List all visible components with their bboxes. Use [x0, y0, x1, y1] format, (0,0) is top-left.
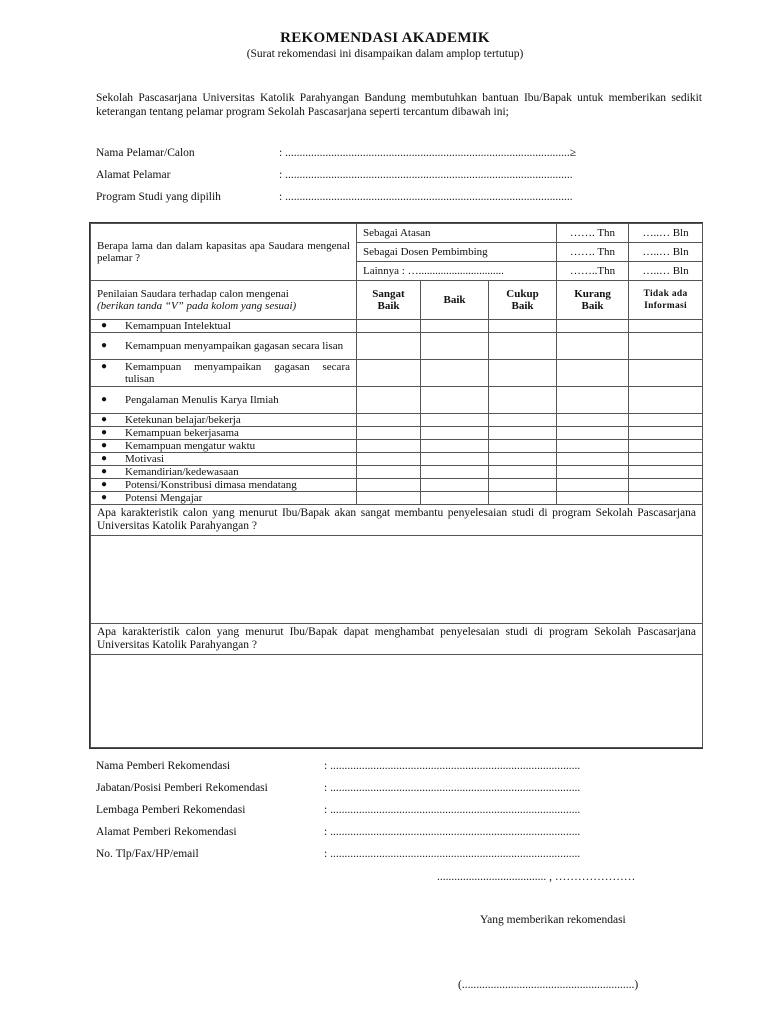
- rating-cell[interactable]: [421, 387, 489, 414]
- rating-cell[interactable]: [557, 387, 629, 414]
- criterion-teamwork: ● Kemampuan bekerjasama: [91, 427, 357, 440]
- applicant-address-label: Alamat Pelamar: [96, 169, 171, 181]
- criterion-oral: ● Kemampuan menyampaikan gagasan secara lisan: [91, 333, 357, 360]
- recommender-name-dotted-line[interactable]: : .......................................................................................: [324, 760, 581, 772]
- question-hindering-traits: Apa karakteristik calon yang menurut Ibu/Bapak dapat menghambat penyelesaian studi di program Sekolah Pascasarjana Universitas Katolik Parahyangan ?: [91, 624, 703, 655]
- recommender-signature-label: Yang memberikan rekomendasi: [480, 914, 626, 926]
- years-other[interactable]: ……..Thn: [557, 262, 629, 281]
- rating-cell[interactable]: [557, 440, 629, 453]
- rating-cell[interactable]: [629, 333, 703, 360]
- years-superior[interactable]: ……. Thn: [557, 224, 629, 243]
- rating-cell[interactable]: [357, 360, 421, 387]
- months-supervisor[interactable]: …..… Bln: [629, 243, 703, 262]
- rating-cell[interactable]: [489, 492, 557, 505]
- rating-cell[interactable]: [421, 453, 489, 466]
- study-program-dotted-line[interactable]: : ....................................................................................................: [279, 191, 573, 203]
- recommender-contact-label: No. Tlp/Fax/HP/email: [96, 848, 199, 860]
- criterion-independence: ● Kemandirian/kedewasaan: [91, 466, 357, 479]
- recommender-address-label: Alamat Pemberi Rekomendasi: [96, 826, 237, 838]
- rating-cell[interactable]: [421, 479, 489, 492]
- assessment-prompt: Penilaian Saudara terhadap calon mengenai: [97, 288, 289, 300]
- rating-cell[interactable]: [421, 320, 489, 333]
- rating-cell[interactable]: [557, 453, 629, 466]
- acquaintance-question-cell: [91, 224, 357, 281]
- col-header-fair: Cukup Baik: [489, 281, 557, 320]
- rating-cell[interactable]: [557, 427, 629, 440]
- rating-cell[interactable]: [421, 440, 489, 453]
- rating-cell[interactable]: [629, 492, 703, 505]
- rating-cell[interactable]: [357, 333, 421, 360]
- criterion-intellectual: ● Kemampuan Intelektual: [91, 320, 357, 333]
- months-superior[interactable]: …..… Bln: [629, 224, 703, 243]
- rating-cell[interactable]: [629, 320, 703, 333]
- rating-cell[interactable]: [489, 333, 557, 360]
- rating-cell[interactable]: [557, 320, 629, 333]
- study-program-label: Program Studi yang dipilih: [96, 191, 221, 203]
- rating-cell[interactable]: [489, 479, 557, 492]
- rating-cell[interactable]: [421, 492, 489, 505]
- rating-cell[interactable]: [629, 479, 703, 492]
- rating-cell[interactable]: [629, 387, 703, 414]
- criterion-written: ● Kemampuan menyampaikan gagasan secara tulisan: [91, 360, 357, 387]
- col-header-no-info: Tidak ada Informasi: [629, 281, 703, 320]
- rating-cell[interactable]: [629, 440, 703, 453]
- rating-cell[interactable]: [489, 387, 557, 414]
- assessment-table: [89, 222, 703, 749]
- rating-cell[interactable]: [357, 440, 421, 453]
- rating-cell[interactable]: [489, 466, 557, 479]
- rating-cell[interactable]: [421, 360, 489, 387]
- capacity-supervisor: Sebagai Dosen Pembimbing: [357, 243, 557, 262]
- rating-cell[interactable]: [421, 414, 489, 427]
- assessment-prompt-cell: [91, 281, 357, 320]
- rating-cell[interactable]: [421, 333, 489, 360]
- rating-cell[interactable]: [357, 492, 421, 505]
- recommender-position-dotted-line[interactable]: : .......................................................................................: [324, 782, 581, 794]
- answer-area-supporting-traits[interactable]: [91, 536, 703, 624]
- rating-cell[interactable]: [421, 427, 489, 440]
- recommender-address-dotted-line[interactable]: : .......................................................................................: [324, 826, 581, 838]
- col-header-poor: Kurang Baik: [557, 281, 629, 320]
- rating-cell[interactable]: [357, 387, 421, 414]
- rating-cell[interactable]: [557, 492, 629, 505]
- rating-cell[interactable]: [489, 427, 557, 440]
- recommender-institution-label: Lembaga Pemberi Rekomendasi: [96, 804, 246, 816]
- rating-cell[interactable]: [489, 320, 557, 333]
- criterion-diligence: ● Ketekunan belajar/bekerja: [91, 414, 357, 427]
- rating-cell[interactable]: [629, 360, 703, 387]
- criterion-time-management: ● Kemampuan mengatur waktu: [91, 440, 357, 453]
- rating-cell[interactable]: [357, 466, 421, 479]
- recommender-position-label: Jabatan/Posisi Pemberi Rekomendasi: [96, 782, 268, 794]
- applicant-name-label: Nama Pelamar/Calon: [96, 147, 195, 159]
- acquaintance-question: Berapa lama dan dalam kapasitas apa Saudara mengenal pelamar ?: [97, 240, 350, 264]
- rating-cell[interactable]: [557, 333, 629, 360]
- form-subtitle: (Surat rekomendasi ini disampaikan dalam amplop tertutup): [246, 48, 524, 60]
- rating-cell[interactable]: [357, 427, 421, 440]
- rating-cell[interactable]: [357, 479, 421, 492]
- recommender-name-label: Nama Pemberi Rekomendasi: [96, 760, 231, 772]
- criterion-motivation: ● Motivasi: [91, 453, 357, 466]
- recommender-contact-dotted-line[interactable]: : .......................................................................................: [324, 848, 581, 860]
- criterion-scientific-writing: ● Pengalaman Menulis Karya Ilmiah: [91, 387, 357, 414]
- applicant-address-dotted-line[interactable]: : ....................................................................................................: [279, 169, 573, 181]
- capacity-other[interactable]: Lainnya : …...............................: [357, 262, 557, 281]
- rating-cell[interactable]: [557, 466, 629, 479]
- recommender-institution-dotted-line[interactable]: : .......................................................................................: [324, 804, 581, 816]
- form-title: REKOMENDASI AKADEMIK: [280, 30, 490, 46]
- rating-cell[interactable]: [557, 360, 629, 387]
- rating-cell[interactable]: [629, 466, 703, 479]
- question-supporting-traits: Apa karakteristik calon yang menurut Ibu/Bapak akan sangat membantu penyelesaian studi di program Sekolah Pascasarjana Universitas Katolik Parahyangan ?: [91, 505, 703, 536]
- col-header-good: Baik: [421, 281, 489, 320]
- rating-cell[interactable]: [629, 453, 703, 466]
- col-header-very-good: Sangat Baik: [357, 281, 421, 320]
- applicant-name-dotted-line[interactable]: : ...................................................................................................≥: [279, 147, 577, 159]
- rating-cell[interactable]: [489, 453, 557, 466]
- criterion-future-contribution: ● Potensi/Konstribusi dimasa mendatang: [91, 479, 357, 492]
- rating-cell[interactable]: [629, 427, 703, 440]
- rating-cell[interactable]: [489, 414, 557, 427]
- answer-area-hindering-traits[interactable]: [91, 655, 703, 748]
- signature-line[interactable]: (............................................................): [458, 979, 639, 991]
- years-supervisor[interactable]: ……. Thn: [557, 243, 629, 262]
- rating-cell[interactable]: [357, 453, 421, 466]
- rating-cell[interactable]: [489, 360, 557, 387]
- rating-cell[interactable]: [357, 320, 421, 333]
- rating-cell[interactable]: [489, 440, 557, 453]
- criterion-teaching: ● Potensi Mengajar: [91, 492, 357, 505]
- rating-cell[interactable]: [557, 479, 629, 492]
- rating-cell[interactable]: [421, 466, 489, 479]
- months-other[interactable]: …..… Bln: [629, 262, 703, 281]
- intro-paragraph: Sekolah Pascasarjana Universitas Katolik Parahyangan Bandung membutuhkan bantuan Ibu/Bapak untuk memberikan sedikit keterangan tentang pelamar program Sekolah Pascasarjana seperti tercantum dibawah ini;: [96, 92, 702, 118]
- rating-cell[interactable]: [557, 414, 629, 427]
- rating-cell[interactable]: [629, 414, 703, 427]
- capacity-superior: Sebagai Atasan: [357, 224, 557, 243]
- rating-cell[interactable]: [357, 414, 421, 427]
- place-date-line[interactable]: ...................................... , …………………: [437, 871, 636, 883]
- assessment-instruction: (berikan tanda “V” pada kolom yang sesuai): [97, 300, 297, 312]
